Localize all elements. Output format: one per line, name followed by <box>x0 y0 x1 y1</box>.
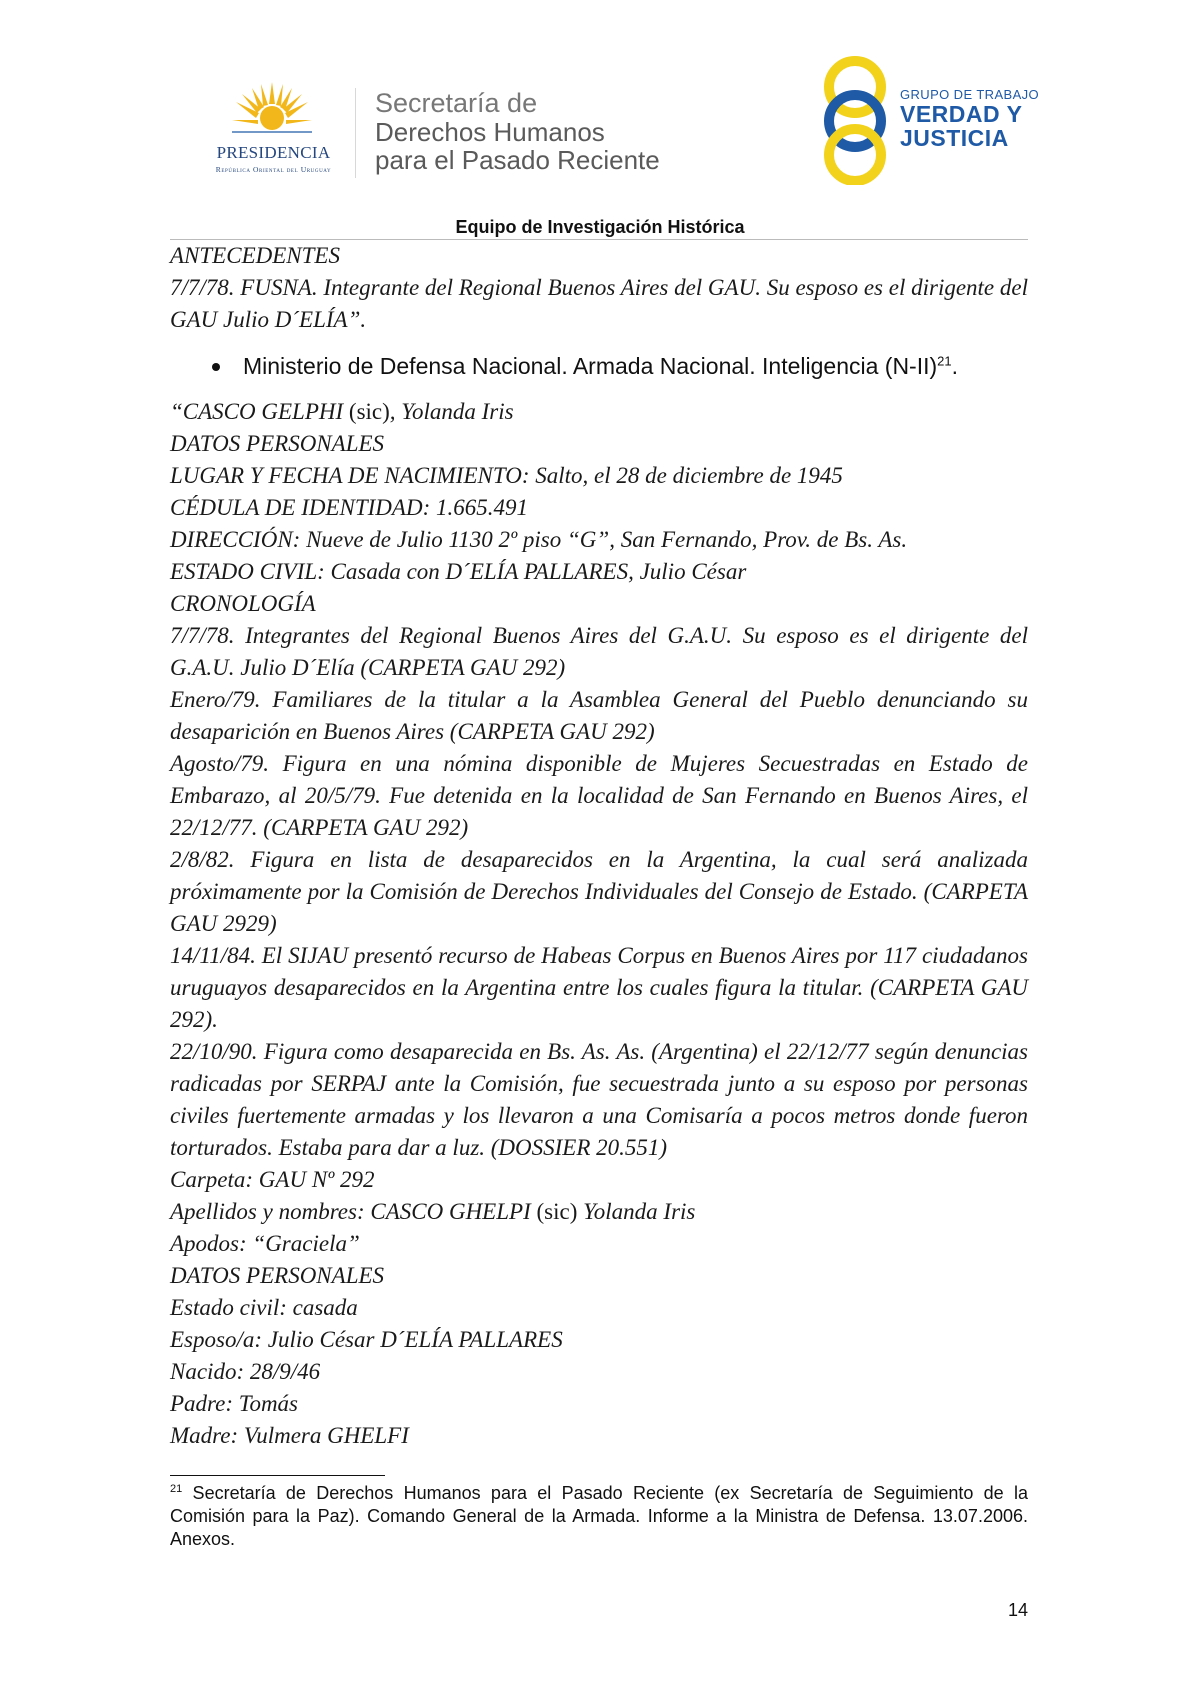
section-title: Equipo de Investigación Histórica <box>455 217 745 237</box>
antecedentes-heading: ANTECEDENTES <box>170 243 340 268</box>
footnote-number: 21 <box>170 1483 183 1495</box>
datos-personales-heading-2: DATOS PERSONALES <box>170 1263 385 1288</box>
subject-name-part-b: , Yolanda Iris <box>389 399 514 424</box>
cedula-identidad: CÉDULA DE IDENTIDAD: 1.665.491 <box>170 495 528 520</box>
secretaria-line-2: Derechos Humanos <box>375 117 605 147</box>
bullet-dot-icon <box>212 363 220 371</box>
lugar-fecha-nacimiento: LUGAR Y FECHA DE NACIMIENTO: Salto, el 28 de diciembre de 1945 <box>170 463 843 488</box>
page-number: 14 <box>1007 1600 1028 1620</box>
cronologia-entry: 22/10/90. Figura como desaparecida en Bs. As. As. (Argentina) el 22/12/77 según denuncias radicadas por SERPAJ ante la Comisión, fue secuestrada junto a su esposo por personas civiles fuertemente armadas y los llevaron a una Comisaría a pocos metros donde fueron torturados. Estaba para dar a luz. (DOSSIER 20.551) <box>170 1039 1028 1160</box>
footnote-reference[interactable]: 21 <box>937 353 952 369</box>
madre: Madre: Vulmera GHELFI <box>170 1423 409 1448</box>
footnote-text: Secretaría de Derechos Humanos para el Pasado Reciente (ex Secretaría de Seguimiento de la Comisión para la Paz). Comando General de la Armada. Informe a la Ministra de Defensa. 13.07.2006. Anexos. <box>170 1483 1028 1549</box>
grupo-line-2: VERDAD Y <box>900 101 1023 127</box>
sun-of-may-icon <box>232 80 312 140</box>
secretaria-line-1: Secretaría de <box>375 88 538 118</box>
secretaria-line-3: para el Pasado Reciente <box>375 145 660 175</box>
presidencia-logo <box>196 80 351 180</box>
apodos: Apodos: “Graciela” <box>170 1231 360 1256</box>
cronologia-entry: 14/11/84. El SIJAU presentó recurso de Habeas Corpus en Buenos Aires por 117 ciudadanos uruguayos desaparecidos en la Argentina entre los cuales figura la titular. (CARPETA GAU 292). <box>170 943 1028 1032</box>
cronologia-heading: CRONOLOGÍA <box>170 591 316 616</box>
nacido: Nacido: 28/9/46 <box>170 1359 321 1384</box>
estado-civil: ESTADO CIVIL: Casada con D´ELÍA PALLARES, Julio César <box>170 559 747 584</box>
cronologia-entry: Enero/79. Familiares de la titular a la Asamblea General del Pueblo denunciando su desaparición en Buenos Aires (CARPETA GAU 292) <box>170 687 1028 744</box>
cronologia-entry: Agosto/79. Figura en una nómina disponible de Mujeres Secuestradas en Estado de Embarazo, al 20/5/79. Fue detenida en la localidad de San Fernando en Buenos Aires, el 22/12/77. (CARPETA GAU 292) <box>170 751 1028 840</box>
datos-personales-heading: DATOS PERSONALES <box>170 431 385 456</box>
carpeta: Carpeta: GAU Nº 292 <box>170 1167 375 1192</box>
grupo-line-3: JUSTICIA <box>900 125 1009 151</box>
direccion: DIRECCIÓN: Nueve de Julio 1130 2º piso “G”, San Fernando, Prov. de Bs. As. <box>170 527 908 552</box>
sic-marker: (sic) <box>348 399 390 424</box>
presidencia-name: PRESIDENCIA <box>216 143 331 162</box>
bullet-end: . <box>951 353 959 379</box>
grupo-line-1: GRUPO DE TRABAJO <box>900 87 1040 102</box>
bullet-text: Ministerio de Defensa Nacional. Armada Nacional. Inteligencia (N-II) <box>243 353 938 379</box>
page-header <box>0 0 1190 240</box>
logo-divider <box>355 88 356 178</box>
document-body <box>170 240 1028 1452</box>
apellidos-part-a: Apellidos y nombres: CASCO GHELPI <box>170 1199 537 1224</box>
footnote <box>170 1482 1028 1551</box>
cronologia-entry: 7/7/78. Integrantes del Regional Buenos Aires del G.A.U. Su esposo es el dirigente del G.A.U. Julio D´Elía (CARPETA GAU 292) <box>170 623 1028 680</box>
apellidos-nombres <box>170 1196 1028 1228</box>
sic-marker: (sic) <box>536 1199 578 1224</box>
padre: Padre: Tomás <box>170 1391 299 1416</box>
antecedentes-text: 7/7/78. FUSNA. Integrante del Regional Buenos Aires del GAU. Su esposo es el dirigente del GAU Julio D´ELÍA”. <box>170 275 1028 332</box>
presidencia-subtitle: República Oriental del Uruguay <box>215 165 332 174</box>
bullet-item <box>170 350 1028 382</box>
estado-civil-2: Estado civil: casada <box>170 1295 358 1320</box>
subject-name-part-a: “CASCO GELPHI <box>170 399 349 424</box>
cronologia-entry: 2/8/82. Figura en lista de desaparecidos en la Argentina, la cual será analizada próximamente por la Comisión de Derechos Individuales del Consejo de Estado. (CARPETA GAU 2929) <box>170 847 1028 936</box>
subject-name-line <box>170 396 1028 428</box>
esposo: Esposo/a: Julio César D´ELÍA PALLARES <box>170 1327 563 1352</box>
footnote-rule <box>170 1475 385 1476</box>
apellidos-part-b: Yolanda Iris <box>577 1199 696 1224</box>
verdad-justicia-text <box>900 87 1039 150</box>
secretaria-logo-text <box>375 88 660 174</box>
